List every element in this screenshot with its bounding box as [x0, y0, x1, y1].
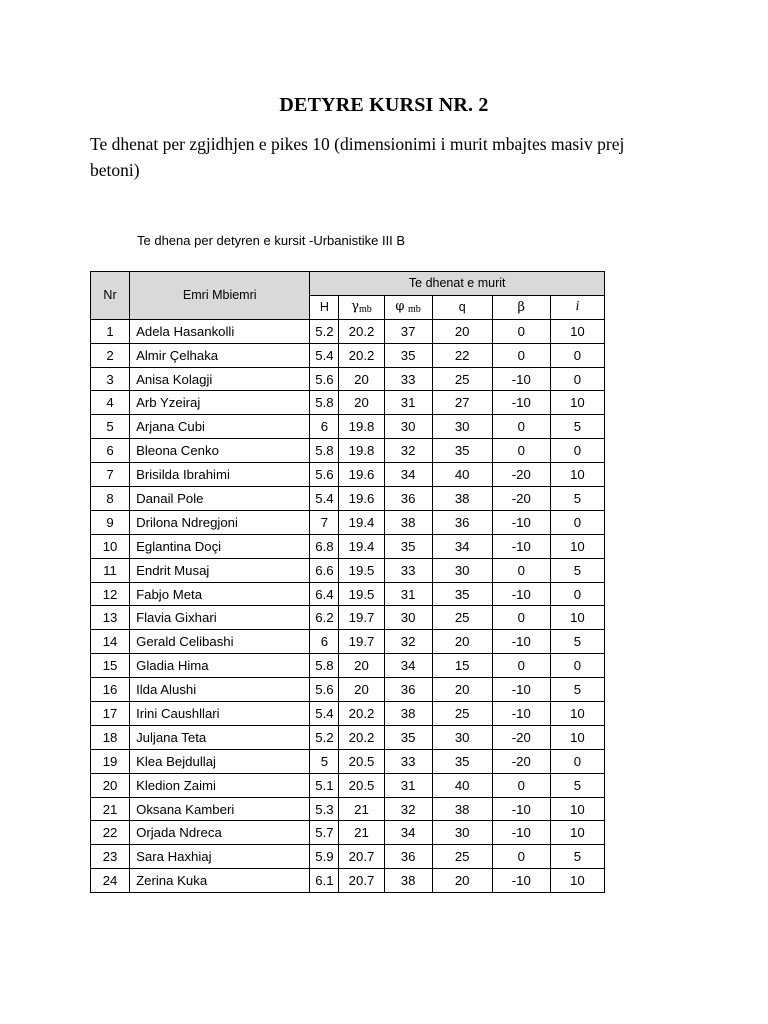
cell-name: Arb Yzeiraj: [130, 391, 310, 415]
cell-H: 6.8: [310, 534, 339, 558]
cell-q: 38: [432, 487, 492, 511]
header-h: H: [310, 295, 339, 319]
cell-nr: 5: [91, 415, 130, 439]
cell-i: 0: [550, 749, 604, 773]
table-caption: Te dhena per detyren e kursit -Urbanistike III B: [137, 233, 406, 248]
cell-beta: -10: [492, 582, 550, 606]
table-row: [91, 582, 605, 606]
cell-beta: -20: [492, 487, 550, 511]
table-row: [91, 773, 605, 797]
cell-H: 5.4: [310, 487, 339, 511]
table-row: [91, 821, 605, 845]
cell-q: 20: [432, 678, 492, 702]
cell-name: Gladia Hima: [130, 654, 310, 678]
cell-H: 5.6: [310, 367, 339, 391]
cell-i: 0: [550, 367, 604, 391]
cell-i: 10: [550, 725, 604, 749]
header-i: [550, 295, 604, 319]
header-phi: [384, 295, 432, 319]
cell-q: 27: [432, 391, 492, 415]
cell-i: 10: [550, 797, 604, 821]
cell-gamma: 20: [339, 391, 384, 415]
cell-H: 7: [310, 510, 339, 534]
cell-beta: -20: [492, 463, 550, 487]
cell-H: 6: [310, 630, 339, 654]
cell-phi: 32: [384, 630, 432, 654]
cell-q: 22: [432, 343, 492, 367]
cell-beta: 0: [492, 606, 550, 630]
cell-gamma: 19.4: [339, 534, 384, 558]
cell-gamma: 20.7: [339, 869, 384, 893]
cell-phi: 30: [384, 606, 432, 630]
cell-phi: 38: [384, 510, 432, 534]
cell-i: 5: [550, 845, 604, 869]
table-row: [91, 463, 605, 487]
cell-gamma: 19.7: [339, 630, 384, 654]
cell-gamma: 20.7: [339, 845, 384, 869]
cell-q: 30: [432, 558, 492, 582]
table-row: [91, 439, 605, 463]
cell-H: 6.2: [310, 606, 339, 630]
cell-phi: 35: [384, 534, 432, 558]
cell-phi: 31: [384, 582, 432, 606]
cell-name: Bleona Cenko: [130, 439, 310, 463]
cell-gamma: 19.7: [339, 606, 384, 630]
cell-beta: 0: [492, 343, 550, 367]
cell-beta: -10: [492, 869, 550, 893]
cell-phi: 36: [384, 845, 432, 869]
cell-nr: 7: [91, 463, 130, 487]
cell-i: 10: [550, 463, 604, 487]
cell-q: 35: [432, 439, 492, 463]
cell-name: Oksana Kamberi: [130, 797, 310, 821]
cell-phi: 36: [384, 678, 432, 702]
cell-H: 6.1: [310, 869, 339, 893]
cell-gamma: 19.8: [339, 439, 384, 463]
cell-nr: 9: [91, 510, 130, 534]
cell-beta: 0: [492, 439, 550, 463]
cell-nr: 21: [91, 797, 130, 821]
cell-beta: 0: [492, 845, 550, 869]
cell-H: 6.6: [310, 558, 339, 582]
cell-beta: -10: [492, 534, 550, 558]
cell-H: 5.8: [310, 439, 339, 463]
cell-q: 36: [432, 510, 492, 534]
wall-data-table: [90, 271, 605, 893]
cell-phi: 38: [384, 869, 432, 893]
cell-phi: 31: [384, 773, 432, 797]
cell-H: 5.4: [310, 702, 339, 726]
cell-gamma: 20: [339, 654, 384, 678]
table-row: [91, 869, 605, 893]
cell-gamma: 20.2: [339, 343, 384, 367]
cell-H: 5.3: [310, 797, 339, 821]
cell-nr: 22: [91, 821, 130, 845]
cell-q: 30: [432, 415, 492, 439]
header-name: Emri Mbiemri: [130, 272, 310, 320]
cell-q: 20: [432, 319, 492, 343]
cell-name: Kledion Zaimi: [130, 773, 310, 797]
table-row: [91, 630, 605, 654]
table-row: [91, 606, 605, 630]
table-row: [91, 415, 605, 439]
cell-nr: 17: [91, 702, 130, 726]
document-title: DETYRE KURSI NR. 2: [279, 94, 489, 116]
cell-i: 5: [550, 558, 604, 582]
cell-gamma: 19.4: [339, 510, 384, 534]
cell-name: Endrit Musaj: [130, 558, 310, 582]
cell-nr: 24: [91, 869, 130, 893]
cell-q: 15: [432, 654, 492, 678]
cell-i: 5: [550, 487, 604, 511]
cell-nr: 18: [91, 725, 130, 749]
header-gamma: [339, 295, 384, 319]
table-row: [91, 391, 605, 415]
table-row: [91, 749, 605, 773]
cell-phi: 32: [384, 797, 432, 821]
cell-gamma: 19.6: [339, 487, 384, 511]
cell-i: 0: [550, 654, 604, 678]
cell-i: 0: [550, 510, 604, 534]
cell-q: 20: [432, 869, 492, 893]
cell-beta: 0: [492, 654, 550, 678]
cell-phi: 36: [384, 487, 432, 511]
cell-q: 35: [432, 582, 492, 606]
gamma-symbol: γ: [351, 299, 359, 315]
cell-nr: 14: [91, 630, 130, 654]
phi-subscript: mb: [407, 304, 421, 316]
cell-beta: -10: [492, 630, 550, 654]
cell-nr: 4: [91, 391, 130, 415]
cell-q: 25: [432, 606, 492, 630]
cell-name: Irini Caushllari: [130, 702, 310, 726]
cell-i: 0: [550, 439, 604, 463]
header-q: q: [432, 295, 492, 319]
cell-H: 5.6: [310, 463, 339, 487]
table-row: [91, 845, 605, 869]
cell-H: 5: [310, 749, 339, 773]
cell-gamma: 21: [339, 797, 384, 821]
cell-nr: 1: [91, 319, 130, 343]
cell-nr: 20: [91, 773, 130, 797]
table-row: [91, 343, 605, 367]
cell-nr: 3: [91, 367, 130, 391]
cell-gamma: 21: [339, 821, 384, 845]
cell-phi: 33: [384, 558, 432, 582]
cell-name: Danail Pole: [130, 487, 310, 511]
cell-name: Drilona Ndregjoni: [130, 510, 310, 534]
cell-beta: -10: [492, 678, 550, 702]
cell-gamma: 20.2: [339, 319, 384, 343]
cell-q: 25: [432, 367, 492, 391]
cell-phi: 33: [384, 367, 432, 391]
cell-name: Arjana Cubi: [130, 415, 310, 439]
table-body: [91, 319, 605, 892]
cell-i: 10: [550, 821, 604, 845]
cell-gamma: 19.6: [339, 463, 384, 487]
cell-q: 35: [432, 749, 492, 773]
cell-q: 25: [432, 845, 492, 869]
cell-name: Eglantina Doçi: [130, 534, 310, 558]
cell-gamma: 19.5: [339, 558, 384, 582]
cell-H: 5.9: [310, 845, 339, 869]
cell-gamma: 20.2: [339, 702, 384, 726]
beta-symbol: β: [517, 299, 526, 315]
intro-paragraph: Te dhenat per zgjidhjen e pikes 10 (dimensionimi i murit mbajtes masiv prej betoni): [90, 134, 625, 180]
cell-phi: 38: [384, 702, 432, 726]
cell-q: 20: [432, 630, 492, 654]
cell-beta: -20: [492, 725, 550, 749]
cell-phi: 35: [384, 343, 432, 367]
table-row: [91, 725, 605, 749]
cell-nr: 10: [91, 534, 130, 558]
cell-beta: -10: [492, 510, 550, 534]
cell-phi: 31: [384, 391, 432, 415]
cell-name: Sara Haxhiaj: [130, 845, 310, 869]
cell-name: Flavia Gixhari: [130, 606, 310, 630]
cell-beta: -10: [492, 367, 550, 391]
table-row: [91, 319, 605, 343]
cell-H: 5.4: [310, 343, 339, 367]
cell-i: 10: [550, 606, 604, 630]
cell-beta: -20: [492, 749, 550, 773]
gamma-subscript: mb: [358, 304, 372, 316]
cell-nr: 15: [91, 654, 130, 678]
table-row: [91, 510, 605, 534]
cell-H: 5.8: [310, 654, 339, 678]
phi-symbol: φ: [395, 299, 405, 315]
header-nr: Nr: [91, 272, 130, 320]
cell-nr: 23: [91, 845, 130, 869]
cell-H: 5.1: [310, 773, 339, 797]
cell-i: 0: [550, 582, 604, 606]
cell-nr: 13: [91, 606, 130, 630]
cell-gamma: 19.5: [339, 582, 384, 606]
cell-i: 10: [550, 534, 604, 558]
cell-i: 10: [550, 391, 604, 415]
cell-i: 5: [550, 678, 604, 702]
cell-q: 34: [432, 534, 492, 558]
cell-gamma: 20.5: [339, 773, 384, 797]
cell-q: 30: [432, 725, 492, 749]
cell-q: 38: [432, 797, 492, 821]
cell-gamma: 19.8: [339, 415, 384, 439]
cell-nr: 11: [91, 558, 130, 582]
cell-name: Juljana Teta: [130, 725, 310, 749]
cell-H: 6: [310, 415, 339, 439]
table-row: [91, 487, 605, 511]
cell-beta: -10: [492, 797, 550, 821]
cell-phi: 32: [384, 439, 432, 463]
cell-name: Orjada Ndreca: [130, 821, 310, 845]
cell-phi: 33: [384, 749, 432, 773]
cell-beta: 0: [492, 558, 550, 582]
table-row: [91, 702, 605, 726]
cell-name: Gerald Celibashi: [130, 630, 310, 654]
cell-q: 40: [432, 463, 492, 487]
header-row-top: [91, 272, 605, 296]
cell-gamma: 20: [339, 678, 384, 702]
cell-beta: -10: [492, 391, 550, 415]
cell-H: 5.6: [310, 678, 339, 702]
cell-name: Fabjo Meta: [130, 582, 310, 606]
cell-nr: 19: [91, 749, 130, 773]
cell-nr: 12: [91, 582, 130, 606]
cell-name: Anisa Kolagji: [130, 367, 310, 391]
cell-q: 25: [432, 702, 492, 726]
cell-beta: -10: [492, 821, 550, 845]
cell-gamma: 20.2: [339, 725, 384, 749]
cell-i: 10: [550, 319, 604, 343]
cell-phi: 34: [384, 654, 432, 678]
cell-phi: 37: [384, 319, 432, 343]
cell-beta: 0: [492, 773, 550, 797]
cell-H: 5.2: [310, 725, 339, 749]
cell-gamma: 20.5: [339, 749, 384, 773]
cell-name: Klea Bejdullaj: [130, 749, 310, 773]
cell-nr: 16: [91, 678, 130, 702]
cell-beta: 0: [492, 319, 550, 343]
table-row: [91, 558, 605, 582]
cell-name: Brisilda Ibrahimi: [130, 463, 310, 487]
cell-phi: 34: [384, 821, 432, 845]
cell-nr: 2: [91, 343, 130, 367]
cell-phi: 30: [384, 415, 432, 439]
cell-name: Zerina Kuka: [130, 869, 310, 893]
cell-q: 40: [432, 773, 492, 797]
cell-name: Adela Hasankolli: [130, 319, 310, 343]
table-row: [91, 678, 605, 702]
cell-phi: 35: [384, 725, 432, 749]
cell-i: 10: [550, 869, 604, 893]
table-row: [91, 654, 605, 678]
header-beta: [492, 295, 550, 319]
header-wall-data: Te dhenat e murit: [310, 272, 605, 296]
table-row: [91, 534, 605, 558]
table-row: [91, 797, 605, 821]
cell-q: 30: [432, 821, 492, 845]
cell-i: 5: [550, 773, 604, 797]
cell-gamma: 20: [339, 367, 384, 391]
cell-phi: 34: [384, 463, 432, 487]
i-symbol: i: [575, 299, 580, 315]
cell-i: 5: [550, 415, 604, 439]
table-row: [91, 367, 605, 391]
cell-nr: 6: [91, 439, 130, 463]
cell-H: 6.4: [310, 582, 339, 606]
cell-name: Almir Çelhaka: [130, 343, 310, 367]
cell-i: 5: [550, 630, 604, 654]
cell-i: 0: [550, 343, 604, 367]
cell-name: Ilda Alushi: [130, 678, 310, 702]
cell-i: 10: [550, 702, 604, 726]
cell-H: 5.7: [310, 821, 339, 845]
cell-beta: 0: [492, 415, 550, 439]
cell-H: 5.8: [310, 391, 339, 415]
cell-beta: -10: [492, 702, 550, 726]
cell-H: 5.2: [310, 319, 339, 343]
cell-nr: 8: [91, 487, 130, 511]
